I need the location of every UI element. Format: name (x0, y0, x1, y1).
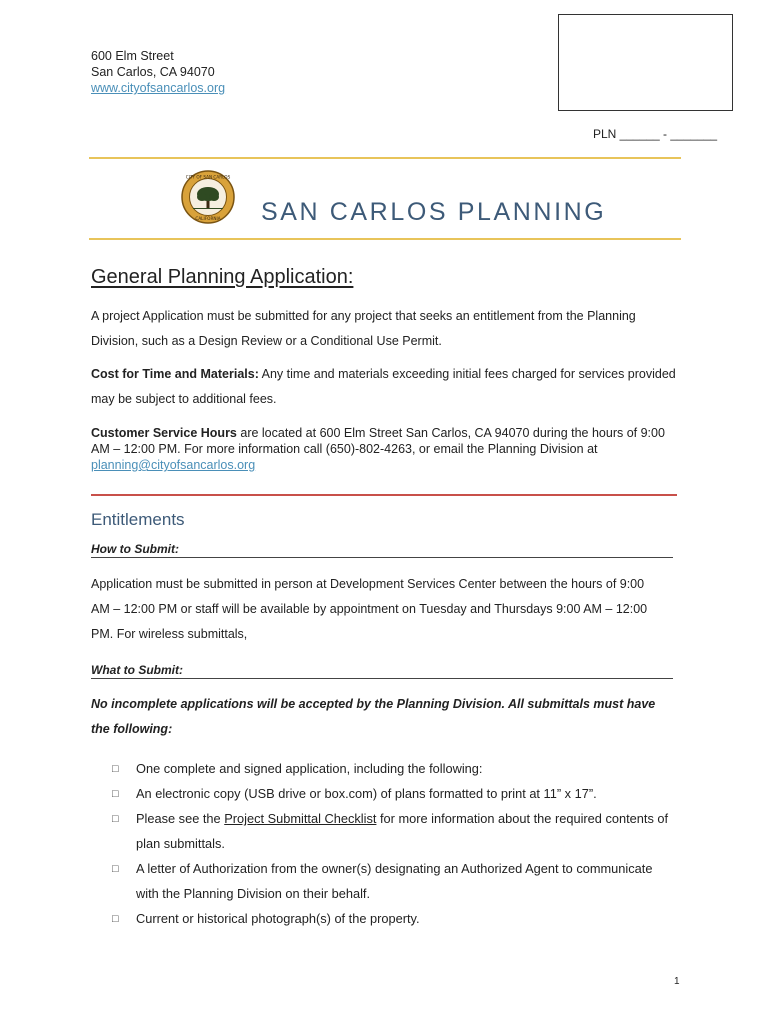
page-title: SAN CARLOS PLANNING (261, 198, 607, 226)
email-link[interactable]: planning@cityofsancarlos.org (91, 458, 256, 472)
list-item-post: for more information about the required contents of plan submittals. (136, 811, 669, 851)
hours-text: are located at 600 Elm Street San Carlos, CA 94070 during the hours of 9:00 AM – 12:00 PM. For more information call (650)-802-4263, or email the Planning Division at (91, 426, 665, 456)
entitlements-heading: Entitlements (91, 510, 185, 529)
address-street: 600 Elm Street (91, 49, 174, 63)
section-divider (91, 494, 677, 496)
what-to-submit-heading: What to Submit: (91, 663, 673, 679)
page-number: 1 (674, 976, 680, 987)
cost-label: Cost for Time and Materials: (91, 367, 259, 381)
checkbox-icon: □ (112, 913, 119, 925)
incomplete-notice: No incomplete applications will be accepted by the Planning Division. All submittals must have the following: (91, 697, 656, 736)
checkbox-icon: □ (112, 863, 119, 875)
checkbox-icon: □ (112, 788, 119, 800)
top-gold-rule (89, 157, 681, 159)
pln-number-field: PLN ______ - _______ (593, 127, 718, 141)
city-address (91, 48, 225, 96)
cost-text: Any time and materials exceeding initial fees charged for services provided may be subject to additional fees. (91, 367, 676, 406)
hours-label: Customer Service Hours (91, 426, 237, 440)
project-submittal-checklist-link[interactable]: Project Submittal Checklist (224, 811, 377, 826)
list-item-text: Current or historical photograph(s) of the property. (136, 911, 420, 926)
seal-text-bottom: CALIFORNIA (195, 216, 221, 221)
cost-paragraph (91, 362, 681, 412)
website-link[interactable]: www.cityofsancarlos.org (91, 81, 226, 95)
list-item (112, 806, 672, 856)
office-stamp-box (558, 14, 733, 111)
city-seal-icon (181, 170, 235, 224)
list-item (112, 906, 672, 931)
list-item (112, 856, 672, 906)
hours-paragraph (91, 425, 681, 473)
application-heading: General Planning Application: (91, 266, 354, 288)
checkbox-icon: □ (112, 763, 119, 775)
intro-paragraph: A project Application must be submitted for any project that seeks an entitlement from the Planning Division, such as a Design Review or a Conditional Use Permit. (91, 309, 636, 348)
how-to-submit-text: Application must be submitted in person at Development Services Center between the hours of 9:00 AM – 12:00 PM or staff will be available by appointment on Tuesday and Thursdays 9:00 AM – 12:00 PM. For wireless submittals, (91, 577, 648, 641)
list-item-text: One complete and signed application, including the following: (136, 761, 483, 776)
how-to-submit-heading: How to Submit: (91, 542, 673, 558)
address-city: San Carlos, CA 94070 (91, 65, 215, 79)
list-item-pre: Please see the (136, 811, 225, 826)
checkbox-icon: □ (112, 813, 119, 825)
submittal-checklist (112, 756, 672, 931)
list-item (112, 756, 672, 781)
seal-text-top: CITY OF SAN CARLOS (185, 174, 231, 180)
list-item (112, 781, 672, 806)
bottom-gold-rule (89, 238, 681, 240)
list-item-text: An electronic copy (USB drive or box.com) of plans formatted to print at 11” x 17”. (136, 786, 597, 801)
list-item-text: A letter of Authorization from the owner(s) designating an Authorized Agent to communicate with the Planning Division on their behalf. (136, 861, 653, 901)
